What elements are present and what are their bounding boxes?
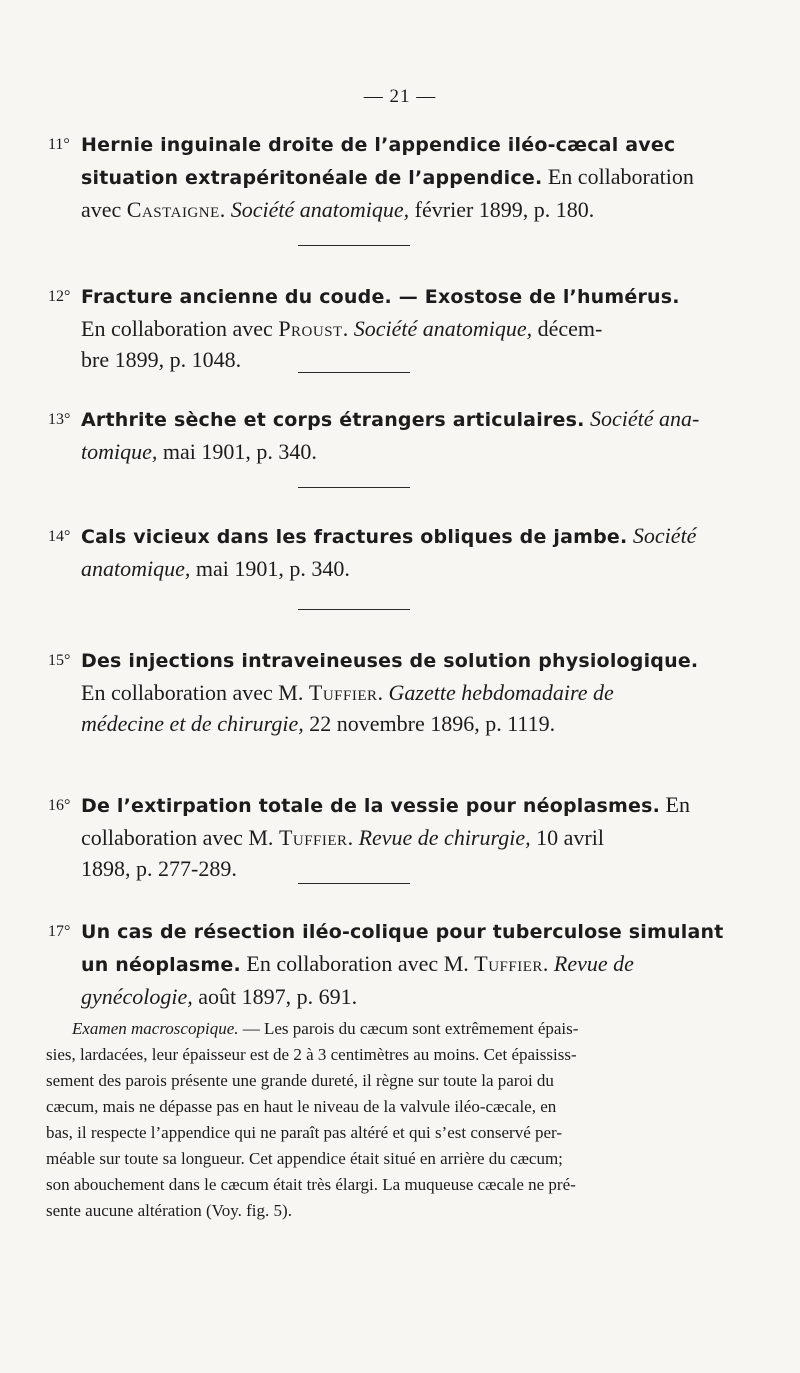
entry-number: 11°: [48, 136, 70, 153]
entry-line: [48, 403, 700, 436]
excerpt-line: sement des parois présente une grande dureté, il règne sur toute la paroi du: [46, 1071, 554, 1090]
entry-text: .: [377, 680, 389, 705]
entry-text: En collaboration avec M.: [81, 680, 309, 705]
journal-name: Société anatomique,: [230, 197, 410, 222]
entry-text: mai 1901, p. 340.: [190, 556, 350, 581]
entry-line: [48, 280, 688, 313]
entry-line: [48, 981, 688, 1012]
journal-name: Société ana-: [590, 406, 700, 431]
entry-text: En collaboration avec: [81, 316, 279, 341]
entry-line: [48, 161, 694, 194]
bibliography-entry-14: [48, 520, 697, 584]
entry-text: .: [342, 316, 354, 341]
excerpt-line: son abouchement dans le cæcum était très élargi. La muqueuse cæcale ne pré-: [46, 1175, 576, 1194]
entry-line: [48, 194, 688, 225]
entry-text: En collaboration avec M.: [240, 951, 475, 976]
entry-text: décem-: [532, 316, 603, 341]
entry-text: En collaboration: [542, 164, 694, 189]
coauthor-name: Tuffier: [474, 951, 543, 976]
entry-line: [48, 708, 688, 739]
entry-text: collaboration avec M.: [81, 825, 279, 850]
entry-title: Fracture ancienne du coude. — Exostose de l’humérus.: [81, 286, 680, 308]
entry-line: [48, 789, 688, 822]
bibliography-entry-15: [48, 644, 699, 739]
entry-text: avec: [81, 197, 127, 222]
entry-line: [48, 128, 688, 161]
entry-title-continued: un néoplasme.: [81, 954, 241, 976]
journal-name: Revue de chirurgie,: [358, 825, 531, 850]
entry-title: Des injections intraveineuses de solution physiologique.: [81, 650, 699, 672]
excerpt-line: méable sur toute sa longueur. Cet appendice était situé en arrière du cæcum;: [46, 1149, 563, 1168]
journal-name-continued: gynécologie,: [81, 984, 193, 1009]
entry-title: Un cas de résection iléo-colique pour tuberculose simulant: [81, 921, 724, 943]
entry-number: 13°: [48, 411, 71, 428]
entry-text: 22 novembre 1896, p. 1119.: [303, 711, 556, 736]
coauthor-name: Castaigne: [126, 197, 220, 222]
coauthor-name: Tuffier: [278, 825, 348, 850]
entry-text: août 1897, p. 691.: [192, 984, 358, 1009]
journal-name-continued: médecine et de chirurgie,: [81, 711, 304, 736]
entry-line: [48, 948, 688, 981]
entry-line: [48, 553, 688, 584]
entry-title: Hernie inguinale droite de l’appendice iléo-cæcal avec: [81, 134, 676, 156]
entry-text: 10 avril: [530, 825, 604, 850]
entry-line: [48, 853, 688, 884]
entry-text: .: [542, 951, 554, 976]
entry-number: 16°: [48, 797, 71, 814]
entry-line: [48, 436, 688, 467]
excerpt-paragraph: [46, 1016, 686, 1224]
excerpt-line: [46, 1016, 686, 1042]
entry-text: 1898, p. 277-289.: [81, 856, 237, 881]
excerpt-label: Examen macroscopique.: [72, 1019, 239, 1038]
separator-rule: [298, 487, 410, 488]
journal-name: Revue de: [553, 951, 634, 976]
entry-text: .: [219, 197, 231, 222]
bibliography-entry-16: [48, 789, 688, 884]
page-number: — 21 —: [363, 86, 437, 107]
entry-line: [48, 822, 688, 853]
journal-name-continued: anatomique,: [81, 556, 191, 581]
excerpt-line: cæcum, mais ne dépasse pas en haut le niveau de la valvule iléo-cæcale, en: [46, 1097, 557, 1116]
journal-name: Société: [632, 523, 697, 548]
entry-number: 12°: [48, 288, 71, 305]
excerpt-text: — Les parois du cæcum sont extrêmement épais-: [238, 1019, 579, 1038]
bibliography-entry-17: [48, 915, 724, 1012]
entry-line: [48, 677, 688, 708]
entry-title: Arthrite sèche et corps étrangers articulaires.: [81, 409, 585, 431]
entry-text: .: [347, 825, 359, 850]
entry-line: [48, 520, 697, 553]
entry-text: mai 1901, p. 340.: [157, 439, 317, 464]
entry-number: 17°: [48, 923, 71, 940]
entry-title: De l’extirpation totale de la vessie pour néoplasmes.: [81, 795, 661, 817]
entry-text: En: [660, 792, 690, 817]
entry-line: [48, 915, 724, 948]
bibliography-entry-11: [48, 128, 694, 225]
excerpt-line: bas, il respecte l’appendice qui ne paraît pas altéré et qui s’est conservé per-: [46, 1123, 563, 1142]
excerpt-line: sente aucune altération (Voy. fig. 5).: [46, 1201, 292, 1220]
entry-line: [48, 313, 688, 344]
separator-rule: [298, 245, 410, 246]
separator-rule: [298, 372, 410, 373]
entry-number: 14°: [48, 528, 71, 545]
bibliography-entry-13: [48, 403, 700, 467]
entry-number: 15°: [48, 652, 71, 669]
entry-title-continued: situation extrapéritonéale de l’appendice.: [81, 167, 543, 189]
coauthor-name: Tuffier: [308, 680, 378, 705]
entry-line: [48, 344, 688, 375]
entry-text: février 1899, p. 180.: [409, 197, 595, 222]
entry-text: bre 1899, p. 1048.: [81, 347, 242, 372]
separator-rule: [298, 609, 410, 610]
bibliography-entry-12: [48, 280, 688, 375]
entry-line: [48, 644, 699, 677]
journal-name: Société anatomique,: [353, 316, 533, 341]
separator-rule: [298, 883, 410, 884]
coauthor-name: Proust: [278, 316, 343, 341]
entry-title: Cals vicieux dans les fractures obliques de jambe.: [81, 526, 628, 548]
excerpt-line: sies, lardacées, leur épaisseur est de 2 à 3 centimètres au moins. Cet épaississ-: [46, 1045, 577, 1064]
journal-name: Gazette hebdomadaire de: [388, 680, 614, 705]
journal-name-continued: tomique,: [81, 439, 158, 464]
